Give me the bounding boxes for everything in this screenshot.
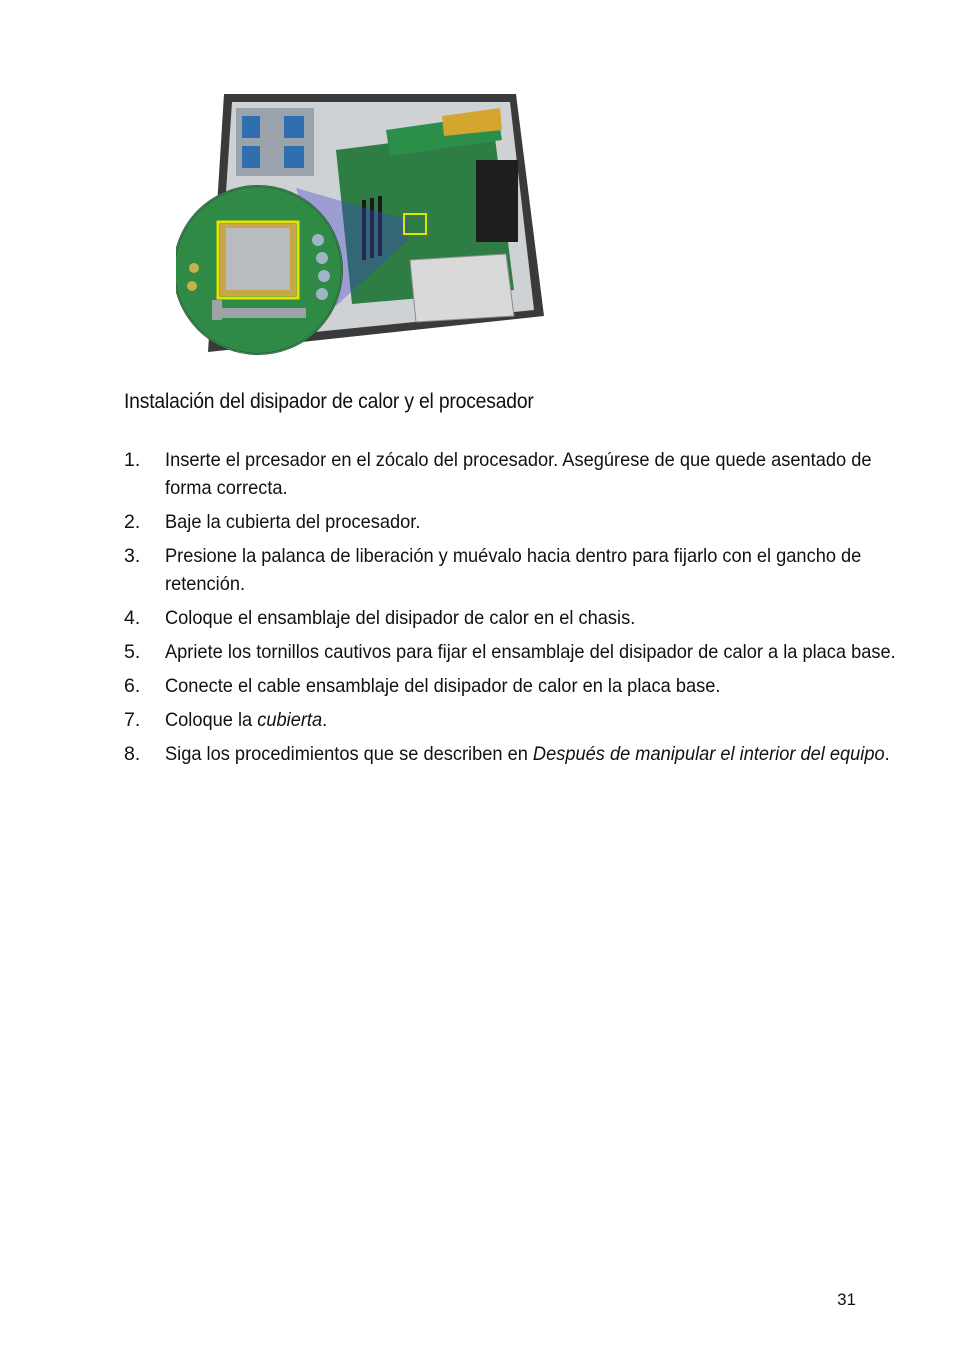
drive-clip: [284, 116, 304, 138]
step-number: 3.: [124, 545, 141, 567]
list-item: [124, 446, 872, 502]
installation-steps: [124, 446, 896, 774]
step-text: Conecte el cable ensamblaje del disipador de calor en la placa base.: [165, 675, 721, 697]
step-text: Apriete los tornillos cautivos para fijar el ensamblaje del disipador de calor a la placa base.: [165, 641, 896, 663]
drive-clip: [242, 146, 260, 168]
list-item: [124, 706, 864, 734]
step-prefix: Coloque la: [165, 709, 258, 731]
retention-lever: [216, 308, 306, 318]
cubierta-link[interactable]: cubierta: [257, 709, 323, 731]
list-item: [124, 672, 864, 700]
list-item: [124, 638, 896, 666]
list-item: [124, 740, 890, 768]
step-text: [165, 740, 904, 768]
section-heading: Instalación del disipador de calor y el procesador: [124, 390, 534, 413]
step-text: Presione la palanca de liberación y muévalo hacia dentro para fijarlo con el gancho de retención.: [165, 545, 862, 595]
drive-clip: [242, 116, 260, 138]
step-number: 8.: [124, 743, 141, 765]
page-number: 31: [837, 1290, 856, 1309]
list-item: [124, 542, 864, 598]
step-prefix: Siga los procedimientos que se describen en: [165, 743, 533, 765]
step-number: 5.: [124, 641, 141, 663]
step-text: [165, 706, 904, 734]
step-text: Coloque el ensamblaje del disipador de calor en el chasis.: [165, 607, 636, 629]
step-number: 2.: [124, 511, 141, 533]
step-text: Baje la cubierta del procesador.: [165, 511, 421, 533]
list-item: [124, 604, 864, 632]
step-number: 4.: [124, 607, 141, 629]
computer-interior-photo: [176, 90, 546, 360]
step-number: 7.: [124, 709, 141, 731]
step-text: Inserte el prcesador en el zócalo del procesador. Asegúrese de que quede asentado de forma correcta.: [165, 449, 872, 499]
drive-clip: [284, 146, 304, 168]
step-number: 1.: [124, 449, 141, 471]
list-item: [124, 508, 864, 536]
chassis-fan: [476, 160, 518, 242]
after-working-link[interactable]: Después de manipular el interior del equipo: [532, 743, 885, 765]
processor: [226, 228, 290, 290]
step-suffix: .: [322, 709, 328, 731]
power-supply: [410, 254, 514, 322]
step-number: 6.: [124, 675, 141, 697]
step-suffix: .: [884, 743, 890, 765]
